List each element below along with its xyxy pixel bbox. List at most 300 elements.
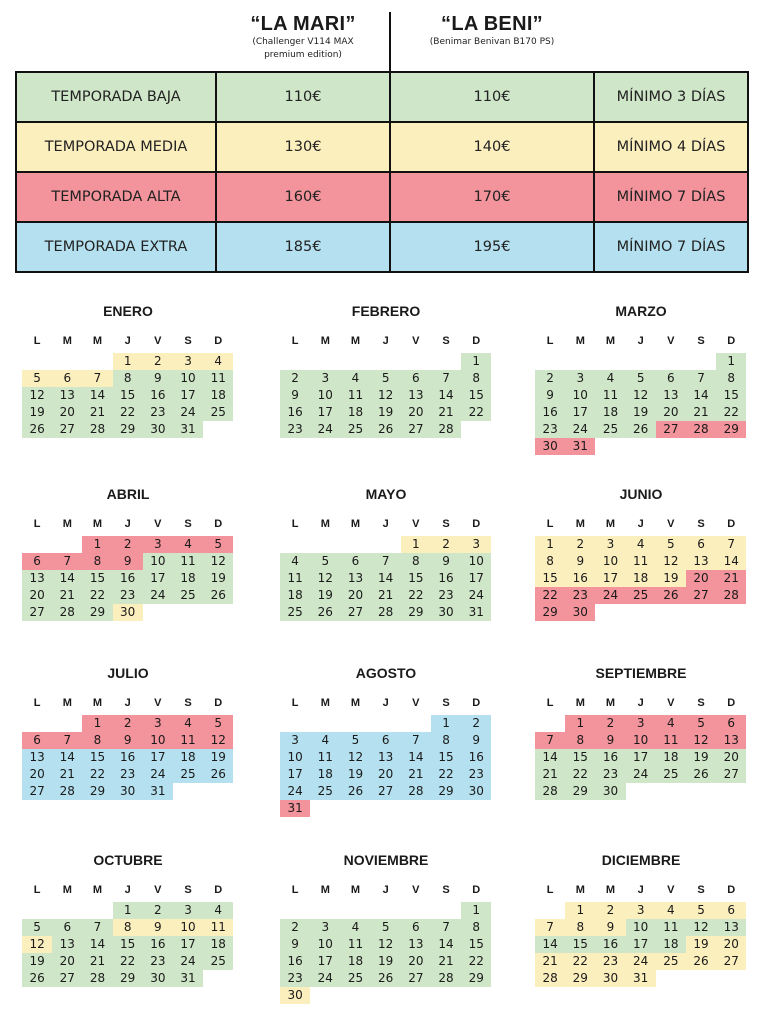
day-cell: 24 (173, 953, 203, 970)
weekday-header (280, 515, 492, 533)
day-cell: 23 (113, 587, 143, 604)
empty-day-cell (52, 536, 82, 553)
weekday-header (22, 332, 234, 350)
weekday-label: M (575, 697, 585, 709)
day-cell: 13 (401, 936, 431, 953)
day-cell: 25 (280, 604, 310, 621)
week-row (280, 749, 492, 766)
day-cell: 12 (656, 553, 686, 570)
day-cell: 19 (203, 570, 233, 587)
month-title: MAYO (365, 486, 407, 502)
day-cell: 31 (143, 783, 173, 800)
day-cell: 4 (280, 553, 310, 570)
day-cell: 8 (716, 370, 746, 387)
weekday-label: M (62, 518, 72, 530)
week-row (280, 570, 492, 587)
month-title: OCTUBRE (93, 852, 163, 868)
day-cell: 13 (686, 553, 716, 570)
day-cell: 12 (371, 936, 401, 953)
weekday-header (535, 881, 747, 899)
empty-day-cell (535, 902, 565, 919)
empty-day-cell (431, 800, 461, 817)
empty-day-cell (686, 783, 716, 800)
weekday-label: V (667, 518, 675, 530)
day-cell: 15 (535, 570, 565, 587)
month-septiembre (535, 664, 747, 800)
day-cell: 20 (401, 953, 431, 970)
day-cell: 17 (173, 936, 203, 953)
weekday-label: V (412, 697, 420, 709)
day-cell: 1 (431, 715, 461, 732)
day-cell: 23 (431, 587, 461, 604)
day-cell: 9 (113, 553, 143, 570)
day-cell: 11 (173, 553, 203, 570)
day-cell: 20 (52, 953, 82, 970)
day-cell: 23 (143, 953, 173, 970)
day-cell: 14 (535, 749, 565, 766)
day-cell: 9 (143, 370, 173, 387)
empty-day-cell (22, 536, 52, 553)
day-cell: 29 (716, 421, 746, 438)
empty-day-cell (716, 783, 746, 800)
day-cell: 18 (310, 766, 340, 783)
day-cell: 31 (626, 970, 656, 987)
day-cell: 11 (173, 732, 203, 749)
day-cell: 11 (626, 553, 656, 570)
empty-day-cell (340, 536, 370, 553)
day-cell: 18 (340, 953, 370, 970)
empty-day-cell (656, 353, 686, 370)
day-cell: 30 (113, 783, 143, 800)
weekday-label: D (472, 884, 481, 896)
weekday-label: M (575, 884, 585, 896)
empty-day-cell (716, 604, 746, 621)
week-row (535, 536, 747, 553)
weekday-label: M (92, 518, 103, 530)
day-cell: 22 (82, 587, 112, 604)
week-row (535, 353, 747, 370)
empty-day-cell (401, 800, 431, 817)
day-cell: 2 (143, 902, 173, 919)
day-cell: 21 (535, 766, 565, 783)
weekday-label: V (667, 697, 675, 709)
day-cell: 7 (535, 919, 565, 936)
weekday-label: J (637, 335, 644, 347)
week-row (535, 936, 747, 953)
weekday-header (22, 694, 234, 712)
day-cell: 26 (686, 766, 716, 783)
day-cell: 7 (686, 370, 716, 387)
empty-day-cell (401, 715, 431, 732)
day-cell: 14 (431, 936, 461, 953)
week-row (535, 404, 747, 421)
weekday-label: S (697, 518, 705, 530)
day-cell: 6 (401, 919, 431, 936)
day-cell: 11 (280, 570, 310, 587)
weekday-label: V (667, 884, 675, 896)
day-cell: 1 (535, 536, 565, 553)
empty-day-cell (310, 987, 340, 1004)
empty-day-cell (52, 353, 82, 370)
empty-day-cell (340, 800, 370, 817)
day-cell: 19 (686, 749, 716, 766)
weekday-label: M (320, 697, 330, 709)
week-row (535, 587, 747, 604)
day-cell: 6 (52, 370, 82, 387)
week-row (22, 604, 234, 621)
month-title: AGOSTO (355, 665, 417, 681)
day-cell: 19 (310, 587, 340, 604)
month-title: FEBRERO (351, 303, 421, 319)
empty-day-cell (461, 421, 491, 438)
day-cell: 13 (52, 936, 82, 953)
week-row (535, 749, 747, 766)
day-cell: 10 (595, 553, 625, 570)
day-cell: 5 (203, 536, 233, 553)
day-cell: 20 (22, 587, 52, 604)
day-cell: 15 (461, 387, 491, 404)
day-cell: 31 (280, 800, 310, 817)
day-cell: 9 (461, 732, 491, 749)
day-cell: 11 (595, 387, 625, 404)
day-cell: 21 (52, 587, 82, 604)
empty-day-cell (401, 902, 431, 919)
day-cell: 23 (280, 421, 310, 438)
day-cell: 1 (716, 353, 746, 370)
empty-day-cell (461, 800, 491, 817)
day-cell: 7 (52, 553, 82, 570)
day-cell: 6 (656, 370, 686, 387)
day-cell: 4 (656, 902, 686, 919)
day-cell: 21 (52, 766, 82, 783)
empty-day-cell (82, 902, 112, 919)
week-row (535, 919, 747, 936)
day-cell: 5 (203, 715, 233, 732)
weekday-label: M (92, 335, 103, 347)
day-cell: 19 (686, 936, 716, 953)
weekday-label: L (33, 884, 41, 896)
day-cell: 17 (310, 404, 340, 421)
day-cell: 15 (565, 936, 595, 953)
day-cell: 5 (686, 902, 716, 919)
day-cell: 25 (595, 421, 625, 438)
day-cell: 25 (203, 953, 233, 970)
day-cell: 27 (52, 970, 82, 987)
weekday-label: M (92, 697, 103, 709)
weekday-label: S (697, 335, 705, 347)
weekday-label: M (605, 518, 616, 530)
day-cell: 9 (113, 732, 143, 749)
day-cell: 18 (656, 749, 686, 766)
week-row (280, 766, 492, 783)
minimum-days-cell: MÍNIMO 3 DÍAS (594, 72, 748, 122)
day-cell: 6 (716, 902, 746, 919)
day-cell: 19 (626, 404, 656, 421)
weekday-label: L (546, 335, 554, 347)
day-cell: 3 (143, 536, 173, 553)
day-cell: 16 (565, 570, 595, 587)
day-cell: 1 (82, 715, 112, 732)
empty-day-cell (431, 353, 461, 370)
weekday-label: J (124, 335, 131, 347)
day-cell: 29 (82, 783, 112, 800)
weekday-label: D (727, 884, 736, 896)
day-cell: 10 (280, 749, 310, 766)
week-row (22, 370, 234, 387)
day-cell: 22 (535, 587, 565, 604)
empty-day-cell (22, 902, 52, 919)
week-row (22, 936, 234, 953)
day-cell: 14 (52, 570, 82, 587)
day-cell: 31 (565, 438, 595, 455)
empty-day-cell (371, 800, 401, 817)
week-row (280, 953, 492, 970)
day-cell: 3 (626, 715, 656, 732)
weekday-label: J (382, 335, 389, 347)
weekday-label: M (605, 335, 616, 347)
day-cell: 27 (22, 604, 52, 621)
weekday-header (280, 332, 492, 350)
day-cell: 20 (716, 749, 746, 766)
day-cell: 22 (113, 953, 143, 970)
week-row (535, 604, 747, 621)
day-cell: 8 (565, 919, 595, 936)
empty-day-cell (461, 987, 491, 1004)
day-cell: 22 (82, 766, 112, 783)
day-cell: 14 (371, 570, 401, 587)
weekday-label: L (33, 518, 41, 530)
week-row (535, 953, 747, 970)
day-cell: 25 (626, 587, 656, 604)
day-cell: 10 (143, 553, 173, 570)
day-cell: 10 (626, 732, 656, 749)
week-row (22, 919, 234, 936)
day-cell: 13 (22, 570, 52, 587)
empty-day-cell (310, 902, 340, 919)
weekday-label: D (214, 884, 223, 896)
day-cell: 17 (461, 570, 491, 587)
day-cell: 26 (656, 587, 686, 604)
day-cell: 17 (310, 953, 340, 970)
month-noviembre (280, 851, 492, 1004)
day-cell: 25 (656, 766, 686, 783)
day-cell: 7 (82, 370, 112, 387)
empty-day-cell (371, 715, 401, 732)
day-cell: 28 (82, 421, 112, 438)
day-cell: 18 (656, 936, 686, 953)
weekday-header (535, 515, 747, 533)
day-cell: 8 (431, 732, 461, 749)
season-cell: TEMPORADA BAJA (16, 72, 216, 122)
day-cell: 3 (626, 902, 656, 919)
day-cell: 5 (371, 919, 401, 936)
day-cell: 7 (431, 370, 461, 387)
empty-day-cell (52, 715, 82, 732)
day-cell: 15 (461, 936, 491, 953)
weekday-label: M (62, 697, 72, 709)
day-cell: 4 (310, 732, 340, 749)
weekday-label: J (637, 697, 644, 709)
month-agosto (280, 664, 492, 817)
day-cell: 29 (565, 970, 595, 987)
weekday-header (535, 694, 747, 712)
weekday-label: J (382, 518, 389, 530)
empty-day-cell (310, 800, 340, 817)
day-cell: 28 (535, 970, 565, 987)
empty-day-cell (535, 715, 565, 732)
day-cell: 16 (595, 936, 625, 953)
weekday-label: D (727, 335, 736, 347)
day-cell: 30 (113, 604, 143, 621)
day-cell: 18 (203, 387, 233, 404)
day-cell: 20 (716, 936, 746, 953)
day-cell: 19 (340, 766, 370, 783)
day-cell: 8 (535, 553, 565, 570)
weekday-header (280, 694, 492, 712)
vehicle-model: (Challenger V114 MAX premium edition) (252, 37, 354, 60)
weekday-header (535, 332, 747, 350)
day-cell: 17 (626, 936, 656, 953)
day-cell: 8 (113, 919, 143, 936)
empty-day-cell (595, 353, 625, 370)
empty-day-cell (565, 353, 595, 370)
price-row-baja (16, 72, 748, 122)
day-cell: 27 (686, 587, 716, 604)
weekday-label: J (382, 697, 389, 709)
day-cell: 13 (716, 919, 746, 936)
season-cell: TEMPORADA ALTA (16, 172, 216, 222)
day-cell: 7 (535, 732, 565, 749)
day-cell: 19 (656, 570, 686, 587)
day-cell: 14 (686, 387, 716, 404)
day-cell: 16 (113, 570, 143, 587)
week-row (280, 604, 492, 621)
week-row (22, 353, 234, 370)
day-cell: 14 (401, 749, 431, 766)
day-cell: 10 (143, 732, 173, 749)
empty-day-cell (431, 902, 461, 919)
week-row (280, 353, 492, 370)
empty-day-cell (716, 438, 746, 455)
day-cell: 10 (310, 936, 340, 953)
day-cell: 31 (173, 970, 203, 987)
day-cell: 21 (401, 766, 431, 783)
day-cell: 1 (82, 536, 112, 553)
day-cell: 11 (203, 370, 233, 387)
day-cell: 2 (280, 919, 310, 936)
day-cell: 26 (203, 766, 233, 783)
day-cell: 10 (461, 553, 491, 570)
day-cell: 7 (82, 919, 112, 936)
empty-day-cell (280, 353, 310, 370)
day-cell: 21 (716, 570, 746, 587)
week-row (280, 404, 492, 421)
weekday-label: L (33, 697, 41, 709)
month-title: SEPTIEMBRE (595, 665, 687, 681)
day-cell: 30 (461, 783, 491, 800)
day-cell: 20 (656, 404, 686, 421)
day-cell: 27 (716, 953, 746, 970)
day-cell: 6 (401, 370, 431, 387)
empty-day-cell (686, 353, 716, 370)
day-cell: 23 (461, 766, 491, 783)
weekday-label: D (472, 335, 481, 347)
day-cell: 12 (203, 553, 233, 570)
day-cell: 23 (113, 766, 143, 783)
empty-day-cell (310, 715, 340, 732)
day-cell: 14 (82, 936, 112, 953)
day-cell: 7 (371, 553, 401, 570)
day-cell: 3 (565, 370, 595, 387)
day-cell: 29 (113, 421, 143, 438)
day-cell: 15 (431, 749, 461, 766)
week-row (535, 438, 747, 455)
day-cell: 3 (595, 536, 625, 553)
day-cell: 23 (595, 953, 625, 970)
empty-day-cell (52, 902, 82, 919)
day-cell: 12 (22, 387, 52, 404)
empty-day-cell (280, 715, 310, 732)
day-cell: 25 (310, 783, 340, 800)
day-cell: 26 (626, 421, 656, 438)
day-cell: 9 (595, 732, 625, 749)
day-cell: 19 (22, 953, 52, 970)
day-cell: 9 (595, 919, 625, 936)
empty-day-cell (143, 604, 173, 621)
day-cell: 23 (143, 404, 173, 421)
day-cell: 11 (656, 919, 686, 936)
day-cell: 15 (716, 387, 746, 404)
weekday-label: M (575, 518, 585, 530)
day-cell: 14 (52, 749, 82, 766)
day-cell: 9 (280, 936, 310, 953)
day-cell: 8 (461, 370, 491, 387)
day-cell: 9 (565, 553, 595, 570)
day-cell: 22 (401, 587, 431, 604)
vehicle-name: “LA MARI” (250, 13, 356, 35)
empty-day-cell (203, 970, 233, 987)
day-cell: 22 (716, 404, 746, 421)
day-cell: 27 (716, 766, 746, 783)
empty-day-cell (203, 783, 233, 800)
day-cell: 6 (371, 732, 401, 749)
month-mayo (280, 485, 492, 621)
day-cell: 11 (203, 919, 233, 936)
day-cell: 5 (686, 715, 716, 732)
day-cell: 16 (280, 953, 310, 970)
weekday-label: S (697, 697, 705, 709)
week-row (535, 783, 747, 800)
day-cell: 12 (686, 732, 716, 749)
day-cell: 2 (595, 902, 625, 919)
weekday-label: M (62, 884, 72, 896)
price-la-beni-cell: 195€ (390, 222, 594, 272)
month-title: MARZO (615, 303, 667, 319)
day-cell: 28 (52, 604, 82, 621)
weekday-label: M (575, 335, 585, 347)
day-cell: 24 (461, 587, 491, 604)
day-cell: 17 (173, 387, 203, 404)
day-cell: 25 (173, 587, 203, 604)
weekday-label: J (637, 518, 644, 530)
day-cell: 23 (565, 587, 595, 604)
empty-day-cell (401, 353, 431, 370)
empty-day-cell (310, 536, 340, 553)
day-cell: 25 (656, 953, 686, 970)
day-cell: 23 (535, 421, 565, 438)
day-cell: 17 (143, 749, 173, 766)
day-cell: 24 (310, 970, 340, 987)
